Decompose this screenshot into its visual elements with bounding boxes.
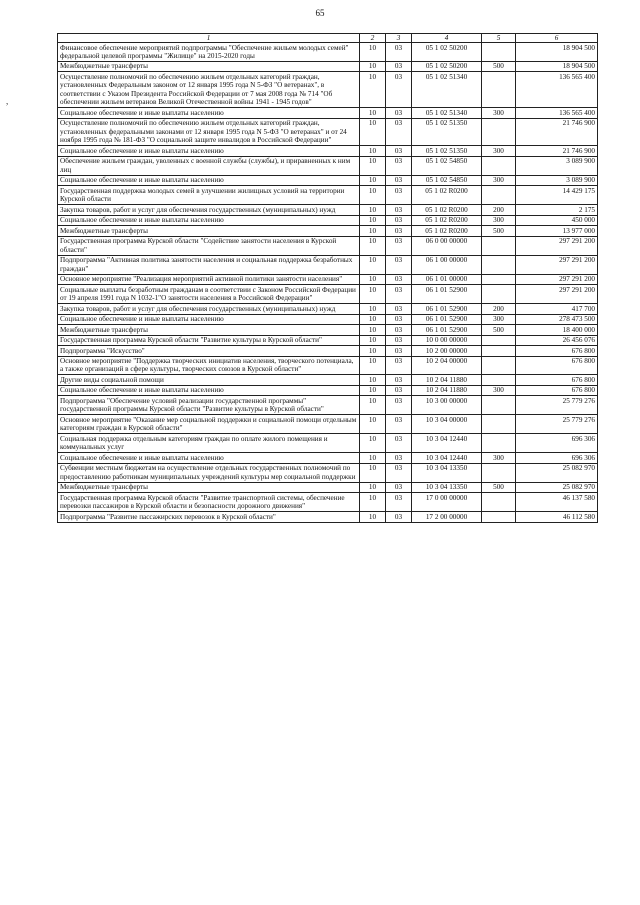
row-expense-type-cell: 300 bbox=[482, 108, 516, 118]
row-target-code-cell: 10 3 00 00000 bbox=[412, 396, 482, 415]
row-section-cell: 10 bbox=[360, 335, 386, 345]
row-name-cell: Социальное обеспечение и иные выплаты населению bbox=[58, 215, 360, 225]
row-subsection-cell: 03 bbox=[386, 346, 412, 356]
row-subsection-cell: 03 bbox=[386, 186, 412, 205]
row-expense-type-cell: 500 bbox=[482, 61, 516, 71]
row-amount-cell: 136 565 400 bbox=[516, 72, 598, 108]
row-amount-cell: 2 175 bbox=[516, 205, 598, 215]
row-subsection-cell: 03 bbox=[386, 314, 412, 324]
row-amount-cell: 297 291 200 bbox=[516, 285, 598, 304]
row-name-cell: Государственная поддержка молодых семей в улучшении жилищных условий на территории Курской области bbox=[58, 186, 360, 205]
row-target-code-cell: 10 3 04 12440 bbox=[412, 434, 482, 453]
row-expense-type-cell bbox=[482, 43, 516, 62]
row-section-cell: 10 bbox=[360, 314, 386, 324]
row-subsection-cell: 03 bbox=[386, 274, 412, 284]
row-amount-cell: 450 000 bbox=[516, 215, 598, 225]
row-name-cell: Подпрограмма "Искусство" bbox=[58, 346, 360, 356]
row-expense-type-cell bbox=[482, 255, 516, 274]
row-name-cell: Субвенции местным бюджетам на осуществление отдельных государственных полномочий по предоставлению работникам муниципальных учреждений культуры мер социальной поддержки bbox=[58, 463, 360, 482]
row-target-code-cell: 06 1 01 52900 bbox=[412, 285, 482, 304]
row-amount-cell: 14 429 175 bbox=[516, 186, 598, 205]
row-section-cell: 10 bbox=[360, 118, 386, 145]
table-row bbox=[58, 156, 598, 175]
table-row bbox=[58, 215, 598, 225]
row-target-code-cell: 10 0 00 00000 bbox=[412, 335, 482, 345]
table-body bbox=[58, 43, 598, 523]
row-section-cell: 10 bbox=[360, 453, 386, 463]
row-section-cell: 10 bbox=[360, 205, 386, 215]
row-section-cell: 10 bbox=[360, 304, 386, 314]
table-row bbox=[58, 346, 598, 356]
row-name-cell: Социальное обеспечение и иные выплаты населению bbox=[58, 146, 360, 156]
row-expense-type-cell bbox=[482, 118, 516, 145]
row-section-cell: 10 bbox=[360, 512, 386, 522]
table-row bbox=[58, 274, 598, 284]
row-section-cell: 10 bbox=[360, 226, 386, 236]
row-name-cell: Государственная программа Курской области "Развитие культуры в Курской области" bbox=[58, 335, 360, 345]
row-name-cell: Подпрограмма "Активная политика занятости населения и социальная поддержка безработных граждан" bbox=[58, 255, 360, 274]
row-section-cell: 10 bbox=[360, 61, 386, 71]
row-section-cell: 10 bbox=[360, 415, 386, 434]
table-row bbox=[58, 205, 598, 215]
row-amount-cell: 25 082 970 bbox=[516, 482, 598, 492]
row-name-cell: Обеспечение жильем граждан, уволенных с военной службы (службы), и приравненных к ним лиц bbox=[58, 156, 360, 175]
table-row bbox=[58, 512, 598, 522]
row-expense-type-cell: 300 bbox=[482, 146, 516, 156]
row-subsection-cell: 03 bbox=[386, 415, 412, 434]
row-target-code-cell: 05 1 02 51340 bbox=[412, 72, 482, 108]
row-subsection-cell: 03 bbox=[386, 175, 412, 185]
row-target-code-cell: 10 2 00 00000 bbox=[412, 346, 482, 356]
row-subsection-cell: 03 bbox=[386, 205, 412, 215]
row-subsection-cell: 03 bbox=[386, 304, 412, 314]
row-expense-type-cell bbox=[482, 274, 516, 284]
stray-mark: , bbox=[6, 96, 9, 106]
row-amount-cell: 676 800 bbox=[516, 375, 598, 385]
row-amount-cell: 18 904 500 bbox=[516, 43, 598, 62]
row-name-cell: Осуществление полномочий по обеспечению жильем отдельных категорий граждан, установленных федеральными законами от 12 января 1995 года N 5-ФЗ "О ветеранах" и от 24 ноября 1995 года № 181-ФЗ "О социальной защите инвалидов в Российской Федерации" bbox=[58, 118, 360, 145]
table-row bbox=[58, 463, 598, 482]
row-expense-type-cell: 500 bbox=[482, 226, 516, 236]
table-row bbox=[58, 255, 598, 274]
row-amount-cell: 46 112 580 bbox=[516, 512, 598, 522]
table-row bbox=[58, 493, 598, 512]
row-expense-type-cell: 300 bbox=[482, 175, 516, 185]
row-subsection-cell: 03 bbox=[386, 108, 412, 118]
row-section-cell: 10 bbox=[360, 146, 386, 156]
row-target-code-cell: 05 1 02 R0200 bbox=[412, 226, 482, 236]
row-target-code-cell: 05 1 02 R0200 bbox=[412, 186, 482, 205]
row-subsection-cell: 03 bbox=[386, 118, 412, 145]
row-target-code-cell: 05 1 02 51350 bbox=[412, 118, 482, 145]
row-target-code-cell: 05 1 02 51340 bbox=[412, 108, 482, 118]
table-row bbox=[58, 108, 598, 118]
row-subsection-cell: 03 bbox=[386, 215, 412, 225]
row-expense-type-cell bbox=[482, 434, 516, 453]
row-target-code-cell: 05 1 02 54850 bbox=[412, 175, 482, 185]
row-target-code-cell: 05 1 02 R0200 bbox=[412, 215, 482, 225]
row-name-cell: Государственная программа Курской области "Развитие транспортной системы, обеспечение перевозки пассажиров в Курской области и безопасности дорожного движения" bbox=[58, 493, 360, 512]
header-col-1: 1 bbox=[58, 34, 360, 43]
row-section-cell: 10 bbox=[360, 156, 386, 175]
row-amount-cell: 136 565 400 bbox=[516, 108, 598, 118]
row-expense-type-cell bbox=[482, 415, 516, 434]
row-name-cell: Социальная поддержка отдельным категориям граждан по оплате жилого помещения и коммунальных услуг bbox=[58, 434, 360, 453]
row-subsection-cell: 03 bbox=[386, 375, 412, 385]
row-target-code-cell: 10 2 04 11880 bbox=[412, 385, 482, 395]
header-col-3: 3 bbox=[386, 34, 412, 43]
table-row bbox=[58, 146, 598, 156]
row-section-cell: 10 bbox=[360, 375, 386, 385]
row-amount-cell: 676 800 bbox=[516, 356, 598, 375]
row-target-code-cell: 06 1 01 52900 bbox=[412, 325, 482, 335]
row-expense-type-cell: 300 bbox=[482, 314, 516, 324]
row-amount-cell: 18 400 000 bbox=[516, 325, 598, 335]
table-row bbox=[58, 236, 598, 255]
page-number: 65 bbox=[315, 8, 325, 18]
row-expense-type-cell bbox=[482, 72, 516, 108]
row-subsection-cell: 03 bbox=[386, 396, 412, 415]
table-row bbox=[58, 186, 598, 205]
row-subsection-cell: 03 bbox=[386, 434, 412, 453]
table-row bbox=[58, 396, 598, 415]
row-target-code-cell: 10 2 04 11880 bbox=[412, 375, 482, 385]
row-section-cell: 10 bbox=[360, 463, 386, 482]
row-name-cell: Основное мероприятие "Оказание мер социальной поддержки и социальной помощи отдельным категориям граждан в Курской области" bbox=[58, 415, 360, 434]
row-target-code-cell: 10 3 04 12440 bbox=[412, 453, 482, 463]
row-section-cell: 10 bbox=[360, 482, 386, 492]
row-expense-type-cell: 200 bbox=[482, 205, 516, 215]
row-subsection-cell: 03 bbox=[386, 482, 412, 492]
row-amount-cell: 18 904 500 bbox=[516, 61, 598, 71]
row-amount-cell: 25 082 970 bbox=[516, 463, 598, 482]
table-row bbox=[58, 285, 598, 304]
row-name-cell: Осуществление полномочий по обеспечению жильем отдельных категорий граждан, установленных Федеральным законом от 12 января 1995 года N 5-ФЗ "О ветеранах", в соответствии с Указом Президента Российской Федерации от 7 мая 2008 года № 714 "Об обеспечении жильем ветеранов Великой Отечественной войны 1941 - 1945 годов" bbox=[58, 72, 360, 108]
row-expense-type-cell bbox=[482, 156, 516, 175]
row-amount-cell: 676 800 bbox=[516, 346, 598, 356]
row-subsection-cell: 03 bbox=[386, 512, 412, 522]
row-amount-cell: 278 473 500 bbox=[516, 314, 598, 324]
row-subsection-cell: 03 bbox=[386, 61, 412, 71]
row-name-cell: Межбюджетные трансферты bbox=[58, 325, 360, 335]
row-section-cell: 10 bbox=[360, 285, 386, 304]
row-section-cell: 10 bbox=[360, 356, 386, 375]
row-section-cell: 10 bbox=[360, 493, 386, 512]
row-name-cell: Государственная программа Курской области "Содействие занятости населения в Курской области" bbox=[58, 236, 360, 255]
row-section-cell: 10 bbox=[360, 274, 386, 284]
row-target-code-cell: 06 0 00 00000 bbox=[412, 236, 482, 255]
row-subsection-cell: 03 bbox=[386, 146, 412, 156]
row-subsection-cell: 03 bbox=[386, 156, 412, 175]
table-row bbox=[58, 304, 598, 314]
row-amount-cell: 297 291 200 bbox=[516, 255, 598, 274]
row-subsection-cell: 03 bbox=[386, 453, 412, 463]
row-expense-type-cell bbox=[482, 236, 516, 255]
row-name-cell: Другие виды социальной помощи bbox=[58, 375, 360, 385]
row-subsection-cell: 03 bbox=[386, 236, 412, 255]
row-section-cell: 10 bbox=[360, 236, 386, 255]
row-target-code-cell: 05 1 02 50200 bbox=[412, 43, 482, 62]
row-expense-type-cell bbox=[482, 512, 516, 522]
row-expense-type-cell bbox=[482, 356, 516, 375]
row-section-cell: 10 bbox=[360, 215, 386, 225]
row-name-cell: Закупка товаров, работ и услуг для обеспечения государственных (муниципальных) нужд bbox=[58, 304, 360, 314]
row-section-cell: 10 bbox=[360, 175, 386, 185]
row-section-cell: 10 bbox=[360, 396, 386, 415]
row-name-cell: Подпрограмма "Обеспечение условий реализации государственной программы" государственной программы Курской области "Развитие культуры в Курской области" bbox=[58, 396, 360, 415]
row-subsection-cell: 03 bbox=[386, 385, 412, 395]
table-row bbox=[58, 72, 598, 108]
row-section-cell: 10 bbox=[360, 385, 386, 395]
row-amount-cell: 26 456 076 bbox=[516, 335, 598, 345]
row-expense-type-cell bbox=[482, 375, 516, 385]
row-expense-type-cell bbox=[482, 346, 516, 356]
row-subsection-cell: 03 bbox=[386, 493, 412, 512]
table-row bbox=[58, 118, 598, 145]
row-name-cell: Межбюджетные трансферты bbox=[58, 226, 360, 236]
row-target-code-cell: 10 3 04 13350 bbox=[412, 482, 482, 492]
row-subsection-cell: 03 bbox=[386, 226, 412, 236]
table-row bbox=[58, 61, 598, 71]
row-subsection-cell: 03 bbox=[386, 463, 412, 482]
row-name-cell: Социальное обеспечение и иные выплаты населению bbox=[58, 385, 360, 395]
header-col-5: 5 bbox=[482, 34, 516, 43]
row-subsection-cell: 03 bbox=[386, 335, 412, 345]
row-amount-cell: 676 800 bbox=[516, 385, 598, 395]
row-name-cell: Социальное обеспечение и иные выплаты населению bbox=[58, 314, 360, 324]
row-amount-cell: 417 700 bbox=[516, 304, 598, 314]
row-amount-cell: 297 291 200 bbox=[516, 236, 598, 255]
row-subsection-cell: 03 bbox=[386, 285, 412, 304]
table-row bbox=[58, 175, 598, 185]
row-target-code-cell: 05 1 02 54850 bbox=[412, 156, 482, 175]
row-name-cell: Межбюджетные трансферты bbox=[58, 482, 360, 492]
row-amount-cell: 696 306 bbox=[516, 434, 598, 453]
row-section-cell: 10 bbox=[360, 346, 386, 356]
row-name-cell: Основное мероприятие "Поддержка творческих инициатив населения, творческого потенциала, а также организаций в сфере культуры, творческих союзов в Курской области" bbox=[58, 356, 360, 375]
table-row bbox=[58, 375, 598, 385]
row-subsection-cell: 03 bbox=[386, 43, 412, 62]
row-name-cell: Подпрограмма "Развитие пассажирских перевозок в Курской области" bbox=[58, 512, 360, 522]
row-name-cell: Социальное обеспечение и иные выплаты населению bbox=[58, 175, 360, 185]
table-row bbox=[58, 453, 598, 463]
table-row bbox=[58, 434, 598, 453]
row-expense-type-cell bbox=[482, 463, 516, 482]
row-target-code-cell: 05 1 02 51350 bbox=[412, 146, 482, 156]
row-target-code-cell: 17 0 00 00000 bbox=[412, 493, 482, 512]
row-expense-type-cell: 200 bbox=[482, 304, 516, 314]
row-amount-cell: 25 779 276 bbox=[516, 396, 598, 415]
row-target-code-cell: 06 1 01 00000 bbox=[412, 274, 482, 284]
row-subsection-cell: 03 bbox=[386, 255, 412, 274]
row-amount-cell: 21 746 900 bbox=[516, 118, 598, 145]
row-amount-cell: 3 089 900 bbox=[516, 156, 598, 175]
row-section-cell: 10 bbox=[360, 434, 386, 453]
row-expense-type-cell bbox=[482, 285, 516, 304]
row-amount-cell: 25 779 276 bbox=[516, 415, 598, 434]
table-row bbox=[58, 385, 598, 395]
table-row bbox=[58, 226, 598, 236]
row-expense-type-cell: 300 bbox=[482, 385, 516, 395]
row-subsection-cell: 03 bbox=[386, 325, 412, 335]
row-target-code-cell: 10 2 04 00000 bbox=[412, 356, 482, 375]
header-col-2: 2 bbox=[360, 34, 386, 43]
row-subsection-cell: 03 bbox=[386, 72, 412, 108]
header-col-4: 4 bbox=[412, 34, 482, 43]
row-section-cell: 10 bbox=[360, 255, 386, 274]
row-amount-cell: 13 977 000 bbox=[516, 226, 598, 236]
row-expense-type-cell: 300 bbox=[482, 215, 516, 225]
row-section-cell: 10 bbox=[360, 186, 386, 205]
row-amount-cell: 696 306 bbox=[516, 453, 598, 463]
table-row bbox=[58, 335, 598, 345]
row-expense-type-cell: 500 bbox=[482, 482, 516, 492]
row-expense-type-cell bbox=[482, 493, 516, 512]
row-name-cell: Закупка товаров, работ и услуг для обеспечения государственных (муниципальных) нужд bbox=[58, 205, 360, 215]
table-row bbox=[58, 482, 598, 492]
row-target-code-cell: 17 2 00 00000 bbox=[412, 512, 482, 522]
table-row bbox=[58, 314, 598, 324]
row-section-cell: 10 bbox=[360, 108, 386, 118]
row-section-cell: 10 bbox=[360, 325, 386, 335]
row-name-cell: Социальные выплаты безработным гражданам в соответствии с Законом Российской Федерации от 19 апреля 1991 года N 1032-1"О занятости населения в Российской Федерации" bbox=[58, 285, 360, 304]
row-amount-cell: 297 291 200 bbox=[516, 274, 598, 284]
table-row bbox=[58, 43, 598, 62]
row-expense-type-cell bbox=[482, 335, 516, 345]
row-target-code-cell: 10 3 04 13350 bbox=[412, 463, 482, 482]
table-header-row bbox=[58, 34, 598, 43]
row-name-cell: Финансовое обеспечение мероприятий подпрограммы "Обеспечение жильем молодых семей" федеральной целевой программы "Жилище" на 2015-2020 годы bbox=[58, 43, 360, 62]
row-expense-type-cell bbox=[482, 396, 516, 415]
row-target-code-cell: 05 1 02 50200 bbox=[412, 61, 482, 71]
row-expense-type-cell: 500 bbox=[482, 325, 516, 335]
header-col-6: 6 bbox=[516, 34, 598, 43]
row-name-cell: Межбюджетные трансферты bbox=[58, 61, 360, 71]
row-name-cell: Основное мероприятие "Реализация мероприятий активной политики занятости населения" bbox=[58, 274, 360, 284]
row-name-cell: Социальное обеспечение и иные выплаты населению bbox=[58, 453, 360, 463]
row-amount-cell: 3 089 900 bbox=[516, 175, 598, 185]
row-target-code-cell: 06 1 00 00000 bbox=[412, 255, 482, 274]
table-row bbox=[58, 356, 598, 375]
row-amount-cell: 21 746 900 bbox=[516, 146, 598, 156]
table-row bbox=[58, 325, 598, 335]
budget-table bbox=[57, 33, 598, 523]
row-amount-cell: 46 137 580 bbox=[516, 493, 598, 512]
row-subsection-cell: 03 bbox=[386, 356, 412, 375]
row-target-code-cell: 10 3 04 00000 bbox=[412, 415, 482, 434]
row-section-cell: 10 bbox=[360, 43, 386, 62]
row-expense-type-cell bbox=[482, 186, 516, 205]
row-name-cell: Социальное обеспечение и иные выплаты населению bbox=[58, 108, 360, 118]
row-expense-type-cell: 300 bbox=[482, 453, 516, 463]
row-target-code-cell: 06 1 01 52900 bbox=[412, 314, 482, 324]
row-target-code-cell: 06 1 01 52900 bbox=[412, 304, 482, 314]
table-row bbox=[58, 415, 598, 434]
row-target-code-cell: 05 1 02 R0200 bbox=[412, 205, 482, 215]
row-section-cell: 10 bbox=[360, 72, 386, 108]
